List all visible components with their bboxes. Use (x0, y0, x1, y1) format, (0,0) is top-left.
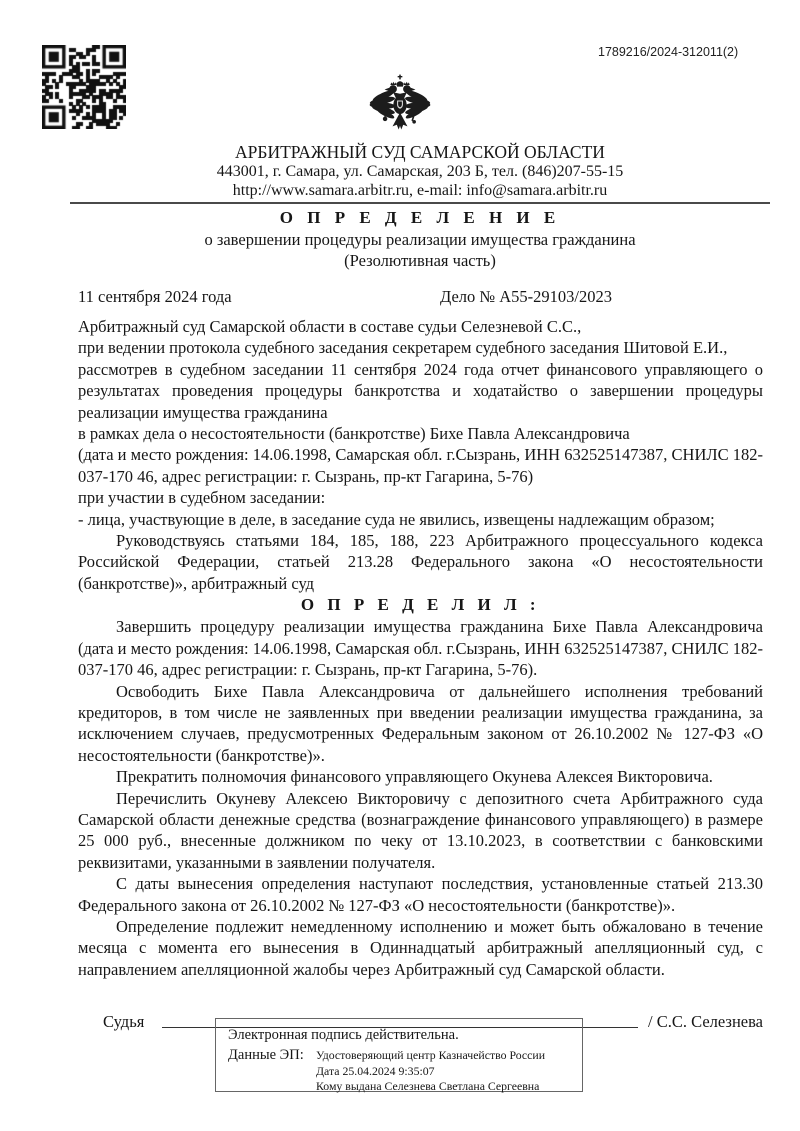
paragraph: - лица, участвующие в деле, в заседание суда не явились, извещены надлежащим образом; (78, 509, 715, 529)
paragraph: в рамках дела о несостоятельности (банкротстве) Бихе Павла Александровича (78, 424, 630, 444)
esign-issued-to: Кому выдана Селезнева Светлана Сергеевна (316, 1079, 540, 1094)
court-contacts: http://www.samara.arbitr.ru, e-mail: info@samara.arbitr.ru (232, 182, 608, 199)
case-number: Дело № А55-29103/2023 (440, 287, 613, 306)
esign-status: Электронная подпись действительна. (228, 1027, 459, 1043)
esign-data-label: Данные ЭП: (228, 1047, 304, 1063)
esign-details (316, 1047, 545, 1095)
court-address: 443001, г. Самара, ул. Самарская, 203 Б, тел. (846)207-55-15 (216, 163, 624, 180)
esign-date: Дата 25.04.2024 9:35:07 (316, 1063, 435, 1078)
document-title-note: (Резолютивная часть) (344, 251, 496, 270)
ruling-paragraph: Перечислить Окуневу Алексею Викторовичу с депозитного счета Арбитражного суда Самарской области денежные средства (вознаграждение финансового управляющего) в размере 25 000 руб., внесенные должником по чеку от 13.10.2023, в соответствии с банковскими реквизитами, указанными в заявлении получателя. (78, 788, 763, 872)
document-subtitle: о завершении процедуры реализации имущества гражданина (204, 230, 636, 249)
judge-label: Судья (103, 1012, 145, 1032)
document-title: О П Р Е Д Е Л Е Н И Е (279, 208, 561, 227)
ruling-paragraph: Прекратить полномочия финансового управляющего Окунева Алексея Викторовича. (116, 767, 713, 787)
court-header (70, 143, 770, 200)
paragraph: при участии в судебном заседании: (78, 488, 326, 508)
ruling-paragraph: Освободить Бихе Павла Александровича от дальнейшего исполнения требований кредиторов, в том числе не заявленных при введении реализации имущества гражданина, за исключением случаев, предусмотренных Федеральным законом от 26.10.2002 № 127-ФЗ «О несостоятельности (банкротстве)». (78, 681, 763, 765)
ruling-paragraph: С даты вынесения определения наступают последствия, установленные статьей 213.30 Федерального закона от 26.10.2002 № 127-ФЗ «О несостоятельности (банкротстве)». (78, 874, 763, 915)
paragraph: рассмотрев в судебном заседании 11 сентября 2024 года отчет финансового управляющего о результатах проведения процедуры банкротства и ходатайство о завершении процедуры реализации имущества гражданина (78, 359, 763, 422)
electronic-signature-stamp (215, 1018, 583, 1092)
esign-authority: Удостоверяющий центр Казначейство России (316, 1048, 546, 1062)
judge-name: / С.С. Селезнева (648, 1012, 763, 1032)
paragraph: Арбитражный суд Самарской области в составе судьи Селезневой С.С., (78, 317, 582, 336)
court-name: АРБИТРАЖНЫЙ СУД САМАРСКОЙ ОБЛАСТИ (235, 142, 605, 162)
document-title-block (70, 207, 770, 271)
document-body (78, 316, 763, 980)
ruling-date: 11 сентября 2024 года (78, 287, 232, 306)
ruling-paragraph: Завершить процедуру реализации имущества гражданина Бихе Павла Александровича (дата и место рождения: 14.06.1998, Самарская обл. г.Сызрань, ИНН 632525147387, СНИЛС 182-037-170 46, адрес регистрации: г. Сызрань, пр-кт Гагарина, 5-76). (78, 617, 763, 680)
header-divider (70, 202, 770, 204)
paragraph: при ведении протокола судебного заседания секретарем судебного заседания Шитовой Е.И., (78, 338, 728, 358)
case-info-row (78, 287, 763, 309)
paragraph: Руководствуясь статьями 184, 185, 188, 223 Арбитражного процессуального кодекса Российской Федерации, статьей 213.28 Федерального закона «О несостоятельности (банкротстве)», арбитражный суд (78, 531, 763, 593)
qr-code (42, 45, 126, 129)
ruling-heading: О П Р Е Д Е Л И Л : (300, 595, 541, 615)
document-registry-number: 1789216/2024-312011(2) (598, 45, 739, 59)
ruling-paragraph: Определение подлежит немедленному исполнению и может быть обжаловано в течение месяца с момента его вынесения в Одиннадцатый арбитражный апелляционный суд, с направлением апелляционной жалобы через Арбитражный суд Самарской области. (78, 916, 763, 979)
paragraph: (дата и место рождения: 14.06.1998, Самарская обл. г.Сызрань, ИНН 632525147387, СНИЛС 182-037-170 46, адрес регистрации: г. Сызрань, пр-кт Гагарина, 5-76) (78, 445, 763, 486)
